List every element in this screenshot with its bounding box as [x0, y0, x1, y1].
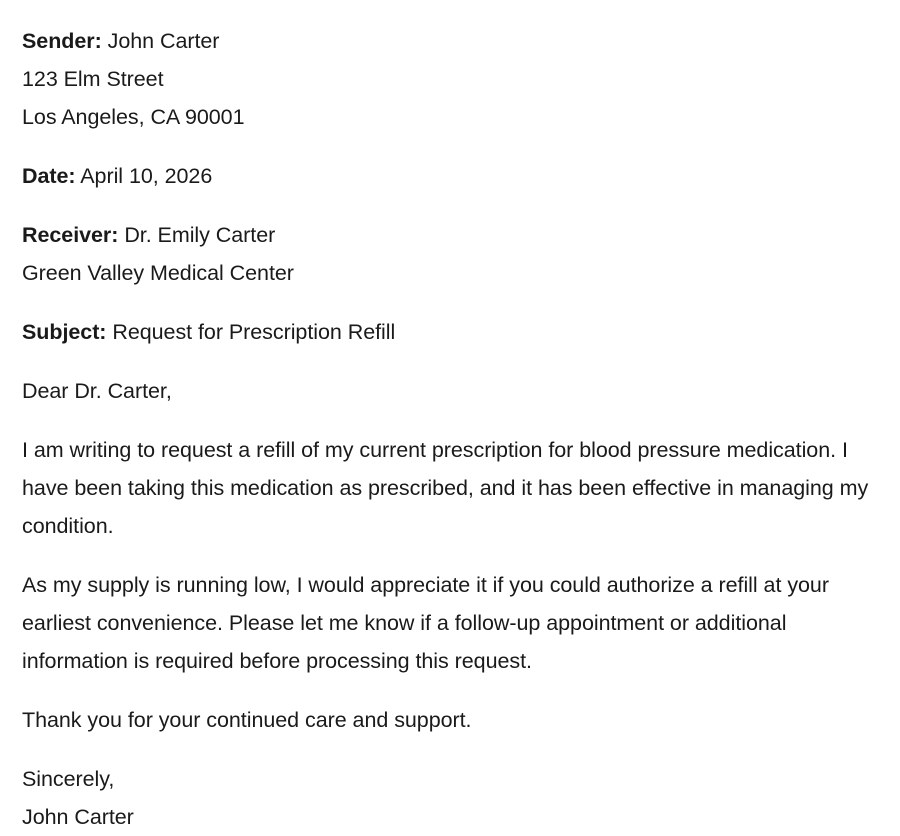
date-block [22, 157, 886, 195]
sender-block [22, 22, 886, 136]
date-line [22, 157, 886, 195]
sender-value: John Carter [107, 29, 220, 53]
salutation: Dear Dr. Carter, [22, 379, 172, 403]
receiver-label: Receiver: [22, 223, 119, 247]
subject-block [22, 313, 886, 351]
valediction: Sincerely, [22, 767, 115, 791]
receiver-organization: Green Valley Medical Center [22, 261, 294, 285]
subject-line [22, 313, 886, 351]
sender-label: Sender: [22, 29, 102, 53]
signature-name: John Carter [22, 805, 134, 829]
closing-block [22, 760, 886, 836]
sender-address-line-2: Los Angeles, CA 90001 [22, 105, 245, 129]
receiver-line [22, 216, 886, 254]
receiver-value: Dr. Emily Carter [124, 223, 276, 247]
sender-line [22, 22, 886, 60]
body-paragraph-1: I am writing to request a refill of my current prescription for blood pressure medication. I have been taking this medication as prescribed, and it has been effective in managing my condition. [22, 438, 869, 538]
date-value: April 10, 2026 [80, 164, 213, 188]
receiver-block [22, 216, 886, 292]
body-paragraph-3: Thank you for your continued care and support. [22, 708, 472, 732]
subject-label: Subject: [22, 320, 107, 344]
date-label: Date: [22, 164, 76, 188]
body-paragraph-2: As my supply is running low, I would appreciate it if you could authorize a refill at your earliest convenience. Please let me know if a follow-up appointment or additional information is required before processing this request. [22, 573, 829, 673]
subject-value: Request for Prescription Refill [112, 320, 396, 344]
sender-address-line-1: 123 Elm Street [22, 67, 164, 91]
